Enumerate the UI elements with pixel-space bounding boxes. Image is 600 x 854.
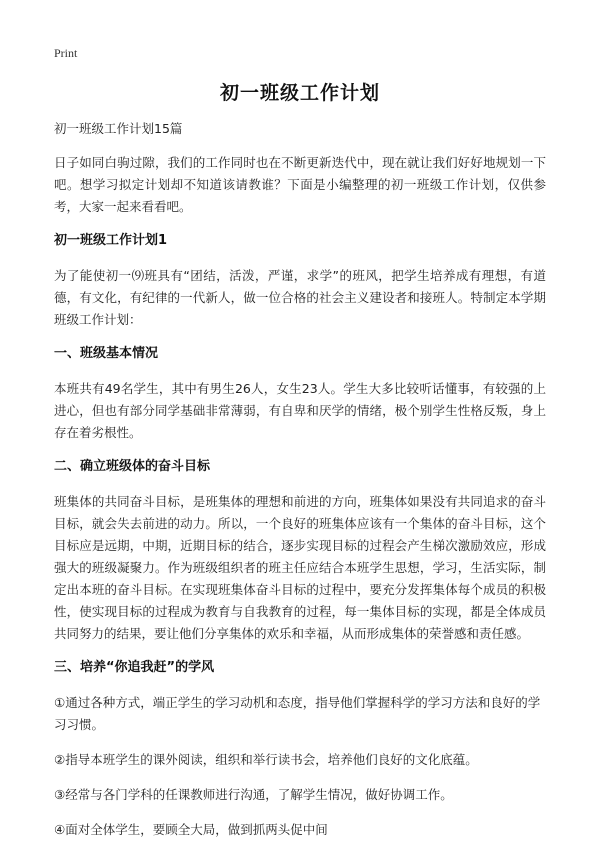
document-subtitle: 初一班级工作计划15篇 [54,121,183,136]
section-body-goals: 班集体的共同奋斗目标，是班集体的理想和前进的方向，班集体如果没有共同追求的奋斗目标，就会失去前进的动力。所以，一个良好的班集体应该有一个集体的奋斗目标，这个目标应是远期，中期，近期目标的结合，逐步实现目标的过程会产生梯次激励效应，形成强大的班级凝聚力。作为班级组织者的班主任应结合本班学生思想，学习，生活实际，制定出本班的奋斗目标。在实现班集体奋斗目标的过程中，要充分发挥集体每个成员的积极性，使实现目标的过程成为教育与自我教育的过程，每一集体目标的实现，都是全体成员共同努力的结果，要让他们分享集体的欢乐和幸福，从而形成集体的荣誉感和责任感。 [54,494,546,641]
section-body-basic-info: 本班共有49名学生，其中有男生26人，女生23人。学生大多比较听话懂事，有较强的上进心，但也有部分同学基础非常薄弱，有自卑和厌学的情绪，极个别学生性格反叛，身上存在着劣根性。 [54,381,546,440]
intro-paragraph: 日子如同白驹过隙，我们的工作同时也在不断更新迭代中，现在就让我们好好地规划一下吧。想学习拟定计划却不知道该请教谁？下面是小编整理的初一班级工作计划，仅供参考，大家一起来看看吧。 [54,155,546,214]
section-heading-goals: 二、确立班级体的奋斗目标 [54,459,211,474]
plan-intro-paragraph: 为了能使初一⑼班具有“团结，活泼，严谨，求学”的班风，把学生培养成有理想，有道德，有文化，有纪律的一代新人，做一位合格的社会主义建设者和接班人。特制定本学期班级工作计划： [54,268,546,327]
list-item: ③经常与各门学科的任课教师进行沟通，了解学生情况，做好协调工作。 [54,787,453,802]
list-item: ②指导本班学生的课外阅读，组织和举行读书会，培养他们良好的文化底蕴。 [54,752,478,767]
list-item: ④面对全体学生，要顾全大局，做到抓两头促中间 [54,822,328,837]
list-item: ①通过各种方式，端正学生的学习动机和态度，指导他们掌握科学的学习方法和良好的学习习惯。 [54,695,541,732]
plan-heading: 初一班级工作计划1 [54,233,168,248]
document-body [54,120,546,854]
section-heading-basic-info: 一、班级基本情况 [54,346,159,361]
print-link[interactable]: Print [54,46,78,60]
section-heading-study-style: 三、培养“你追我赶”的学风 [54,660,215,675]
page-title: 初一班级工作计划 [219,82,380,104]
